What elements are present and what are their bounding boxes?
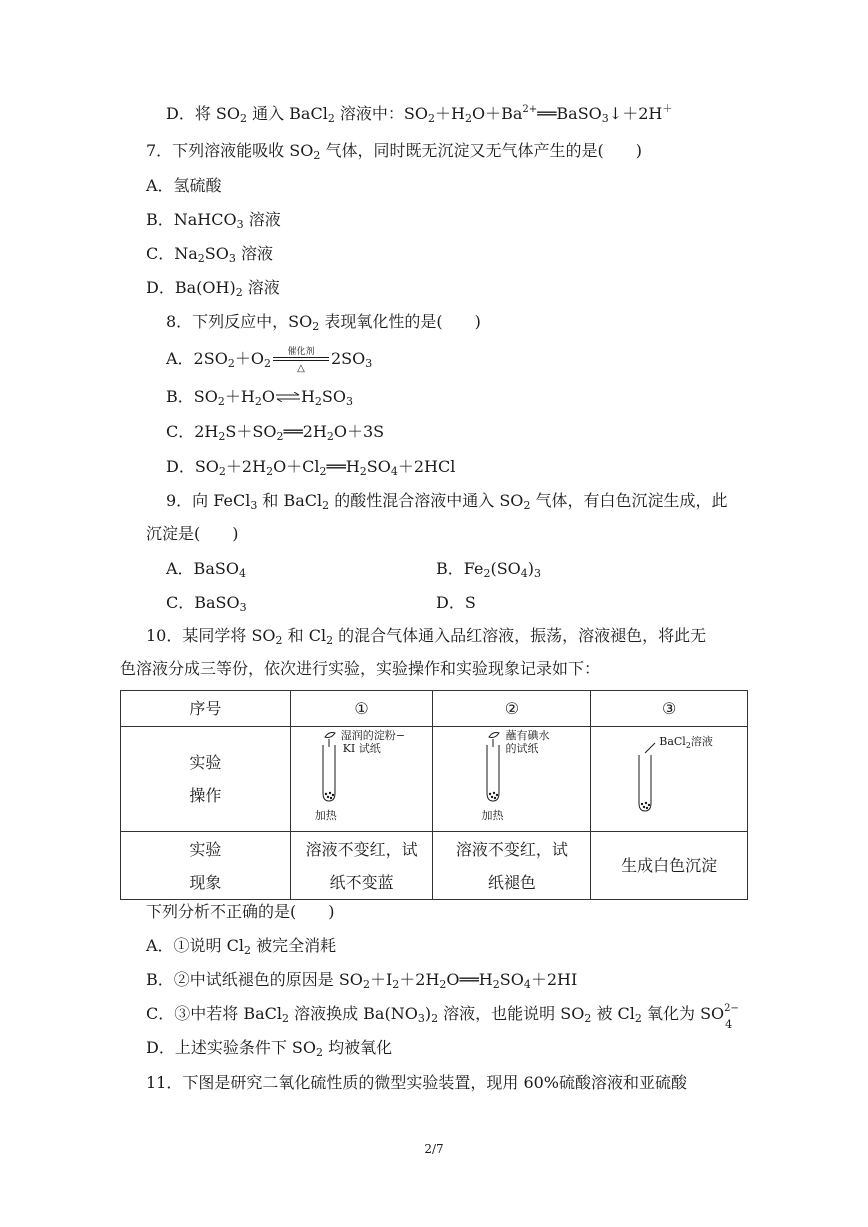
heat-symbol: △ bbox=[297, 363, 305, 374]
text: 氧化为 SO bbox=[641, 1004, 725, 1023]
text: 沉淀是( ) bbox=[146, 524, 239, 543]
text: 均被氧化 bbox=[323, 1038, 393, 1057]
text: 实验 bbox=[189, 839, 222, 859]
text: 7．下列溶液能吸收 SO bbox=[146, 141, 314, 160]
text: ══2H bbox=[283, 422, 327, 441]
text: ＋H bbox=[435, 104, 465, 123]
table-cell bbox=[290, 727, 433, 832]
text: 纸褪色 bbox=[487, 872, 536, 892]
text: D．Ba(OH) bbox=[146, 278, 236, 297]
text: ↓＋2H bbox=[608, 104, 663, 123]
table-header-cell: 序号 bbox=[121, 691, 291, 727]
q9-option-b: B．$Fe_2(SO_4)_3$ bbox=[436, 559, 542, 580]
q7-stem: 7．下列溶液能吸收 $SO_2$ 气体，同时既无沉淀又无气体产生的是( ) bbox=[146, 141, 642, 162]
text: ) bbox=[424, 1004, 432, 1023]
reversible-arrow-icon bbox=[275, 386, 301, 408]
text: 的混合气体通入品红溶液，振荡，溶液褪色，将此无 bbox=[333, 626, 707, 645]
q9-option-c: C．BaSO$_3$ bbox=[166, 593, 247, 614]
text: 溶液 bbox=[242, 278, 280, 297]
text: 的酸性混合溶液中通入 SO bbox=[329, 491, 524, 510]
text: ＋I bbox=[369, 970, 393, 989]
text: 2SO bbox=[330, 349, 366, 368]
tube-label: 蘸有碘水 bbox=[505, 729, 550, 742]
text: BaCl bbox=[659, 735, 686, 748]
text: ＋H bbox=[224, 387, 255, 406]
text: S＋SO bbox=[225, 422, 277, 441]
text: B．Fe bbox=[436, 559, 484, 578]
text: SO bbox=[499, 970, 524, 989]
heat-label: 加热 bbox=[481, 809, 504, 822]
text: A．①说明 Cl bbox=[146, 936, 245, 955]
q7-option-d: D．$Ba(OH)_2$ 溶液 bbox=[146, 278, 280, 299]
q8-option-c: C．$2H_2S+SO_2══2H_2O+3S$ bbox=[166, 422, 385, 443]
text: 被 Cl bbox=[591, 1004, 635, 1023]
q10-option-a: A．①说明 $Cl_2$ 被完全消耗 bbox=[146, 936, 337, 957]
q9-stem: 9．向 FeCl$_3$ 和 BaCl$_2$ 的酸性混合溶液中通入 $SO_2$ 气体，有白色沉淀生成，此 bbox=[166, 491, 728, 512]
experiment-table bbox=[120, 690, 748, 900]
table-header-cell: ① bbox=[290, 691, 433, 727]
text: O＋Cl bbox=[273, 457, 320, 476]
text: 溶液换成 Ba(NO bbox=[289, 1004, 418, 1023]
text: ══H bbox=[326, 457, 360, 476]
text: C．2H bbox=[166, 422, 219, 441]
page-number: 2/7 bbox=[424, 1142, 444, 1156]
q9-stem-line2 bbox=[146, 523, 239, 545]
text: 被完全消耗 bbox=[251, 936, 337, 955]
charge: ＋ bbox=[662, 104, 673, 115]
text: D．S bbox=[436, 593, 476, 612]
charge: 2+ bbox=[522, 104, 538, 115]
text: 溶液中：SO bbox=[334, 104, 429, 123]
text: SO bbox=[204, 244, 229, 263]
q7-option-b: B．NaHCO$_3$ 溶液 bbox=[146, 210, 281, 231]
text: 溶液 bbox=[690, 735, 713, 748]
charge: 2− bbox=[724, 1003, 739, 1014]
q8-stem: 8．下列反应中，$SO_2$ 表现氧化性的是( ) bbox=[166, 312, 481, 333]
tube-diagram-1 bbox=[291, 727, 433, 831]
text: B．SO bbox=[166, 387, 218, 406]
table-header-cell: ③ bbox=[591, 691, 748, 727]
text: 气体，同时既无沉淀又无气体产生的是( ) bbox=[320, 141, 642, 160]
q10-ask bbox=[146, 901, 335, 923]
q10-stem: 10．某同学将 $SO_2$ 和 $Cl_2$ 的混合气体通入品红溶液，振荡，溶液褪色，将此无 bbox=[146, 626, 707, 647]
table-row bbox=[121, 727, 748, 832]
tube-label: 湿润的淀粉− bbox=[340, 729, 405, 742]
text: ＋2H bbox=[225, 457, 267, 476]
table-cell bbox=[591, 727, 748, 832]
table-cell bbox=[433, 727, 591, 832]
table-cell: 生成白色沉淀 bbox=[591, 832, 748, 900]
text: C．Na bbox=[146, 244, 198, 263]
text: C．BaSO bbox=[166, 593, 240, 612]
text: (SO bbox=[490, 559, 521, 578]
text: H bbox=[300, 387, 315, 406]
q10-option-c: C．③中若将 BaCl$_2$ 溶液换成 $Ba(NO_3)_2$ 溶液，也能说明 $SO_2$ 被 $Cl_2$ 氧化为 SO 2− 4 bbox=[146, 1003, 738, 1025]
q8-option-d: D．$SO_2+2H_2O+Cl_2══H_2SO_4+2HCl$ bbox=[166, 457, 456, 478]
q10-option-b: B．②中试纸褪色的原因是 $SO_2+I_2+2H_2O══H_2SO_4+2HI$ bbox=[146, 970, 578, 991]
q8-option-b: B．$SO_2+H_2O$ $H_2SO_3$ bbox=[166, 387, 353, 408]
text: A．2SO bbox=[166, 349, 228, 368]
tube-label: 的试纸 bbox=[505, 742, 539, 755]
table-cell bbox=[290, 832, 433, 900]
text: 操作 bbox=[189, 786, 222, 805]
text: 8．下列反应中，SO bbox=[166, 312, 313, 331]
text: O══H bbox=[446, 970, 493, 989]
text: D．SO bbox=[166, 457, 219, 476]
text: 和 Cl bbox=[282, 626, 327, 645]
text: A．氢硫酸 bbox=[146, 176, 222, 195]
tube-diagram-3 bbox=[591, 727, 747, 831]
text: ══BaSO bbox=[537, 104, 602, 123]
text: 溶液不变红，试 bbox=[455, 839, 568, 859]
q7-option-c: C．$Na_2SO_3$ 溶液 bbox=[146, 244, 273, 265]
text: 实验 bbox=[189, 753, 222, 772]
table-header-cell: ② bbox=[433, 691, 591, 727]
text: D．将 SO bbox=[166, 104, 240, 123]
text: SO bbox=[366, 457, 391, 476]
table-row-label bbox=[121, 832, 291, 900]
text: SO bbox=[321, 387, 346, 406]
text: 溶液 bbox=[235, 244, 273, 263]
q7-option-a bbox=[146, 175, 222, 197]
text: 表现氧化性的是( ) bbox=[319, 312, 481, 331]
text: 纸不变蓝 bbox=[329, 872, 394, 892]
heat-label: 加热 bbox=[314, 809, 337, 822]
q6-option-d: D．将 $SO_2$ 通入 BaCl$_2$ 溶液中：$SO_2+H_2O+Ba^{2+}══BaSO_3↓+2H^+$ bbox=[166, 104, 673, 125]
tube-diagram-2 bbox=[433, 727, 590, 831]
ion-notation: 2− 4 bbox=[724, 1003, 738, 1025]
text: A．BaSO bbox=[166, 559, 239, 578]
text: 通入 BaCl bbox=[247, 104, 328, 123]
text: 气体，有白色沉淀生成，此 bbox=[530, 491, 728, 510]
tube-label: BaCl$_2$溶液 bbox=[659, 735, 713, 750]
text: 溶液，也能说明 SO bbox=[438, 1004, 585, 1023]
text: ＋2HI bbox=[530, 970, 578, 989]
q9-option-d bbox=[436, 592, 476, 614]
text: 溶液不变红，试 bbox=[305, 839, 418, 859]
tube-label: KI 试纸 bbox=[342, 742, 381, 755]
text: 和 BaCl bbox=[257, 491, 323, 510]
q8-option-a: A．$2SO_2+O_2$ 催化剂 △ $2SO_3$ bbox=[166, 348, 372, 370]
reaction-condition bbox=[271, 347, 331, 374]
q10-option-d: D．上述实验条件下 $SO_2$ 均被氧化 bbox=[146, 1038, 393, 1059]
q9-option-a: A．BaSO$_4$ bbox=[166, 559, 246, 580]
text: 现象 bbox=[189, 872, 222, 892]
table-row bbox=[121, 832, 748, 900]
catalyst-label: 催化剂 bbox=[287, 347, 315, 357]
text: B．NaHCO bbox=[146, 210, 237, 229]
q11-stem bbox=[146, 1072, 687, 1094]
q10-stem-line2 bbox=[120, 658, 600, 680]
table-row-label bbox=[121, 727, 291, 832]
text: 溶液 bbox=[243, 210, 281, 229]
table-cell bbox=[433, 832, 591, 900]
text: O＋3S bbox=[333, 422, 385, 441]
text: ＋O bbox=[234, 349, 264, 368]
text: O＋Ba bbox=[471, 104, 523, 123]
text: B．②中试纸褪色的原因是 SO bbox=[146, 970, 363, 989]
text: ) bbox=[527, 559, 535, 578]
text: 9．向 FeCl bbox=[166, 491, 251, 510]
text: 下列分析不正确的是( ) bbox=[146, 902, 335, 921]
text: D．上述实验条件下 SO bbox=[146, 1038, 316, 1057]
text: 11．下图是研究二氧化硫性质的微型实验装置，现用 60%硫酸溶液和亚硫酸 bbox=[146, 1073, 688, 1092]
text: ＋2HCl bbox=[397, 457, 456, 476]
text: 色溶液分成三等份，依次进行实验，实验操作和实验现象记录如下： bbox=[120, 659, 601, 678]
text: 10．某同学将 SO bbox=[146, 626, 276, 645]
text: O bbox=[261, 387, 275, 406]
table-row bbox=[121, 691, 748, 727]
text: ＋2H bbox=[399, 970, 440, 989]
text: C．③中若将 BaCl bbox=[146, 1004, 282, 1023]
